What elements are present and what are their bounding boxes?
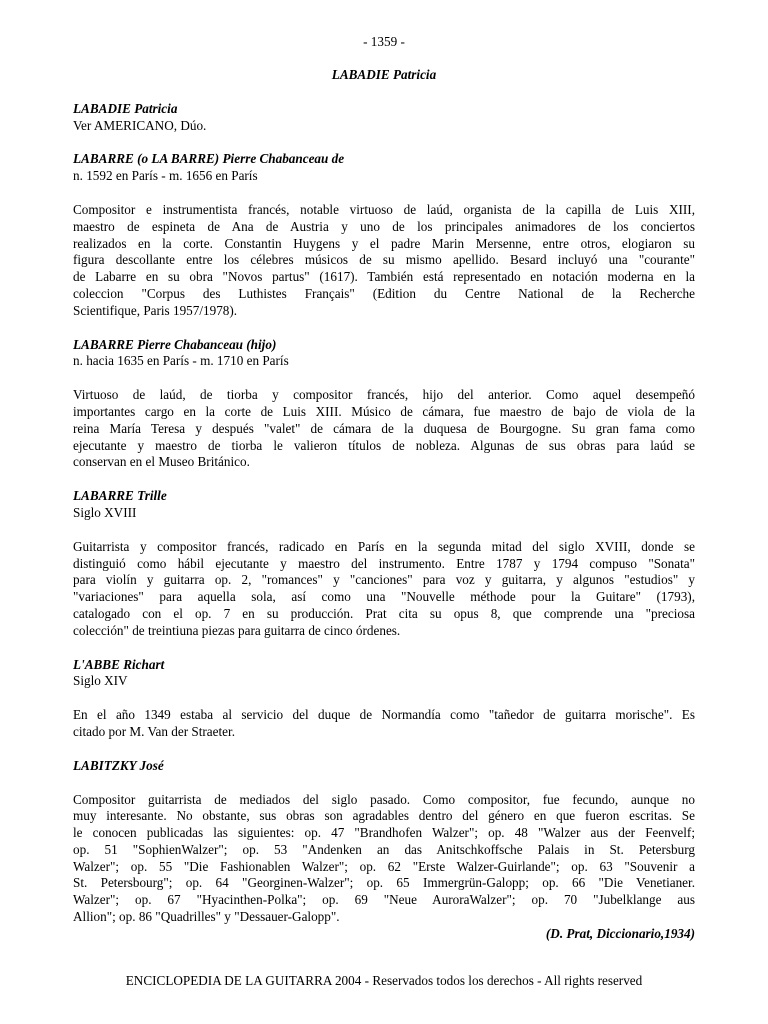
entry-body	[73, 707, 695, 741]
entry-name: LABARRE (o LA BARRE) Pierre Chabanceau de	[73, 151, 345, 167]
body-line: muy interesante. No obstante, sus obras son agradables dentro del género en que fueron escritas. Se	[73, 808, 695, 824]
body-line: para violín y guitarra op. 2, "romances" y "canciones" para voz y guitarra, y algunos "estudios" y	[73, 572, 695, 588]
entry-name: LABADIE Patricia	[73, 100, 178, 116]
page-number: - 1359 -	[363, 34, 405, 49]
body-line: coleccion "Corpus des Luthistes Français" (Edition du Centre National de la Recherche	[73, 285, 695, 301]
body-line: Scientifique, Paris 1957/1978).	[73, 302, 238, 318]
entry-labarre-pierre	[73, 151, 695, 319]
body-line: Walzer"; op. 55 "Die Fashionablen Walzer"; op. 62 "Erste Walzer-Guirlande"; op. 63 "Souvenir a	[73, 858, 695, 874]
body-line: Compositor e instrumentista francés, notable virtuoso de laúd, organista de la capilla de Luis XIII,	[73, 201, 695, 217]
entry-labitzky	[73, 758, 695, 943]
entry-name: LABITZKY José	[73, 757, 164, 773]
body-line: Allion"; op. 86 "Quadrilles" y "Dessauer-Galopp".	[73, 909, 340, 925]
body-line: realizados en la corte. Constantin Huygens y el padre Marin Mersenne, entre otros, elogiaron su	[73, 235, 695, 251]
document-page	[73, 34, 695, 943]
body-line: Guitarrista y compositor francés, radicado en París en la segunda mitad del siglo XVIII, donde se	[73, 538, 695, 554]
body-line: de Labarre en su obra "Novos partus" (1617). También está representado en notación moderna en la	[73, 269, 695, 285]
entry-cross-reference: Ver AMERICANO, Dúo.	[73, 117, 207, 133]
entry-dates: Siglo XIV	[73, 673, 128, 689]
source-citation: (D. Prat, Diccionario,1934)	[545, 925, 695, 941]
entry-name: LABARRE Trille	[73, 488, 167, 504]
entry-dates: n. 1592 en París - m. 1656 en París	[73, 168, 258, 184]
body-line: Virtuoso de laúd, de tiorba y compositor francés, hijo del anterior. Como aquel desempeñó	[73, 387, 695, 403]
body-line: conservan en el Museo Británico.	[73, 454, 250, 470]
entry-labarre-hijo	[73, 337, 695, 472]
entry-body	[73, 387, 695, 471]
entry-name: L'ABBE Richart	[73, 656, 165, 672]
body-line: reina María Teresa y después "valet" de cámara de la duquesa de Bourgogne. Su gran fama como	[73, 420, 695, 436]
body-line: importantes cargo en la corte de Luis XIII. Músico de cámara, fue maestro de bajo de viola de la	[73, 403, 695, 419]
body-line: En el año 1349 estaba al servicio del duque de Normandía como "tañedor de guitarra morische". Es	[73, 707, 695, 723]
body-line: "variaciones" para aquella sola, así como una "Nouvelle méthode pour la Guitare" (1793),	[73, 589, 695, 605]
entry-labadie	[73, 101, 695, 135]
body-line: figura descollante entre los célebres músicos de su mismo apellido. Besard incluyó una "courante"	[73, 252, 695, 268]
running-head: LABADIE Patricia	[331, 67, 437, 82]
entry-dates: Siglo XVIII	[73, 504, 137, 520]
entry-name: LABARRE Pierre Chabanceau (hijo)	[73, 336, 277, 352]
body-line: op. 51 "SophienWalzer"; op. 53 "Andenken an das Anitschkoffsche Palais in St. Petersburg	[73, 841, 695, 857]
entry-labbe-richart	[73, 657, 695, 741]
body-line: ejecutante y maestro de tiorba le valieron títulos de nobleza. Algunas de sus obras para laúd se	[73, 437, 695, 453]
body-line: citado por M. Van der Straeter.	[73, 723, 235, 739]
page-footer: ENCICLOPEDIA DE LA GUITARRA 2004 - Reservados todos los derechos - All rights reserved	[125, 973, 643, 988]
body-line: St. Petersbourg"; op. 64 "Georginen-Walzer"; op. 65 Immergrün-Galopp; op. 66 "Die Venetianer.	[73, 875, 695, 891]
body-line: distinguió como hábil ejecutante y maestro del instrumento. Entre 1787 y 1794 compuso "Sonata"	[73, 555, 695, 571]
entry-dates: n. hacia 1635 en París - m. 1710 en París	[73, 353, 289, 369]
body-line: Walzer"; op. 67 "Hyacinthen-Polka"; op. 69 "Neue AuroraWalzer"; op. 70 "Jubelklange aus	[73, 892, 695, 908]
body-line: colección" de treintiuna piezas para guitarra de cinco órdenes.	[73, 622, 401, 638]
entry-body	[73, 792, 695, 926]
body-line: le conocen publicadas las siguientes: op. 47 "Brandhofen Walzer"; op. 48 "Walzer aus der Feenvelf;	[73, 825, 695, 841]
entry-body	[73, 539, 695, 640]
body-line: Compositor guitarrista de mediados del siglo pasado. Como compositor, fue fecundo, aunque no	[73, 791, 695, 807]
body-line: catalogado con el op. 7 en su producción. Prat cita su opus 8, que comprende una "preciosa	[73, 605, 695, 621]
entry-body	[73, 202, 695, 320]
body-line: maestro de espineta de Ana de Austria y uno de los principales animadores de los conciertos	[73, 218, 695, 234]
entry-labarre-trille	[73, 488, 695, 639]
